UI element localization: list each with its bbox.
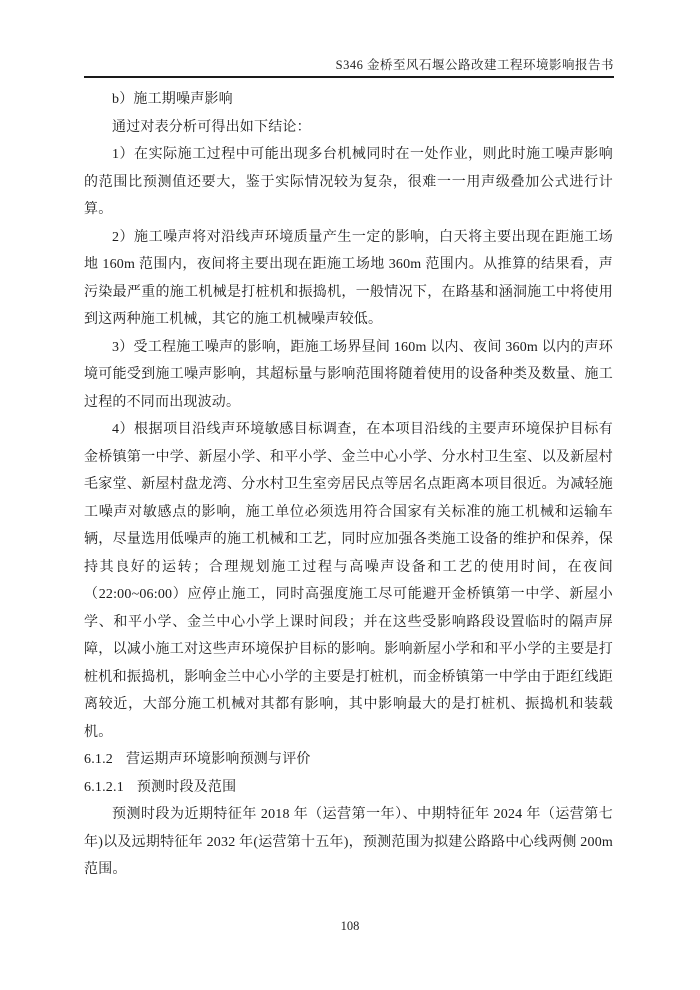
running-header-title: S346 金桥至风石堰公路改建工程环境影响报告书 [335,58,614,72]
subheading-construction-noise: b）施工期噪声影响 [112,92,233,107]
section-number: 6.1.2 [84,752,113,767]
paragraph-conclusion-3: 3）受工程施工噪声的影响，距施工场界昼间 160m 以内、夜间 360m 以内的声环境可能受到施工噪声影响，其超标量与影响范围将随着使用的设备种类及数量、施工过程的不同而出现波动。 [84,339,613,410]
subsection-number: 6.1.2.1 [84,779,124,795]
paragraph-conclusion-2: 2）施工噪声将对沿线声环境质量产生一定的影响，白天将主要出现在距施工场地 160m 范围内，夜间将主要出现在距施工场地 360m 范围内。从推算的结果看，声污染最严重的施工机械是打桩机和振捣机，一般情况下，在路基和涵洞施工中将使用到这两种施工机械，其它的施工机械噪声较低。 [84,229,613,327]
paragraph-conclusion-intro: 通过对表分析可得出如下结论： [112,119,311,135]
page-number: 108 [340,919,360,933]
running-header [84,55,614,78]
paragraph-prediction-period: 预测时段为近期特征年 2018 年（运营第一年）、中期特征年 2024 年（运营第七年)以及远期特征年 2032 年(运营第十五年)，预测范围为拟建公路路中心线两侧 200m 范围。 [84,807,613,877]
section-heading-6-1-2 [84,746,613,774]
subsection-title: 预测时段及范围 [136,779,237,795]
paragraph-conclusion-1: 1）在实际施工过程中可能出现多台机械同时在一处作业，则此时施工噪声影响的范围比预测值还要大，鉴于实际情况较为复杂，很难一一用声级叠加公式进行计算。 [84,147,613,217]
paragraph-conclusion-4: 4）根据项目沿线声环境敏感目标调查，在本项目沿线的主要声环境保护目标有金桥镇第一中学、新屋小学、和平小学、金兰中心小学、分水村卫生室、以及新屋村毛家堂、新屋村盘龙湾、分水村卫生室旁居民点等居名点距离本项目很近。为减轻施工噪声对敏感点的影响，施工单位必须选用符合国家有关标准的施工机械和运输车辆，尽量选用低噪声的施工机械和工艺，同时应加强各类施工设备的维护和保养，保持其良好的运转；合理规划施工过程与高噪声设备和工艺的使用时间，在夜间（22:00~06:00）应停止施工，同时高强度施工尽可能避开金桥镇第一中学、新屋小学、和平小学、金兰中心小学上课时间段；并在这些受影响路段设置临时的隔声屏障，以减小施工对这些声环境保护目标的影响。影响新屋小学和和平小学的主要是打桩机和振捣机，影响金兰中心小学的主要是打桩机，而金桥镇第一中学由于距红线距离较近，大部分施工机械对其都有影响，其中影响最大的是打桩机、振捣机和装载机。 [84,422,613,740]
section-heading-6-1-2-1 [84,774,613,802]
section-title: 营运期声环境影响预测与评价 [126,752,311,767]
document-body [84,86,613,884]
page-footer [0,919,700,934]
